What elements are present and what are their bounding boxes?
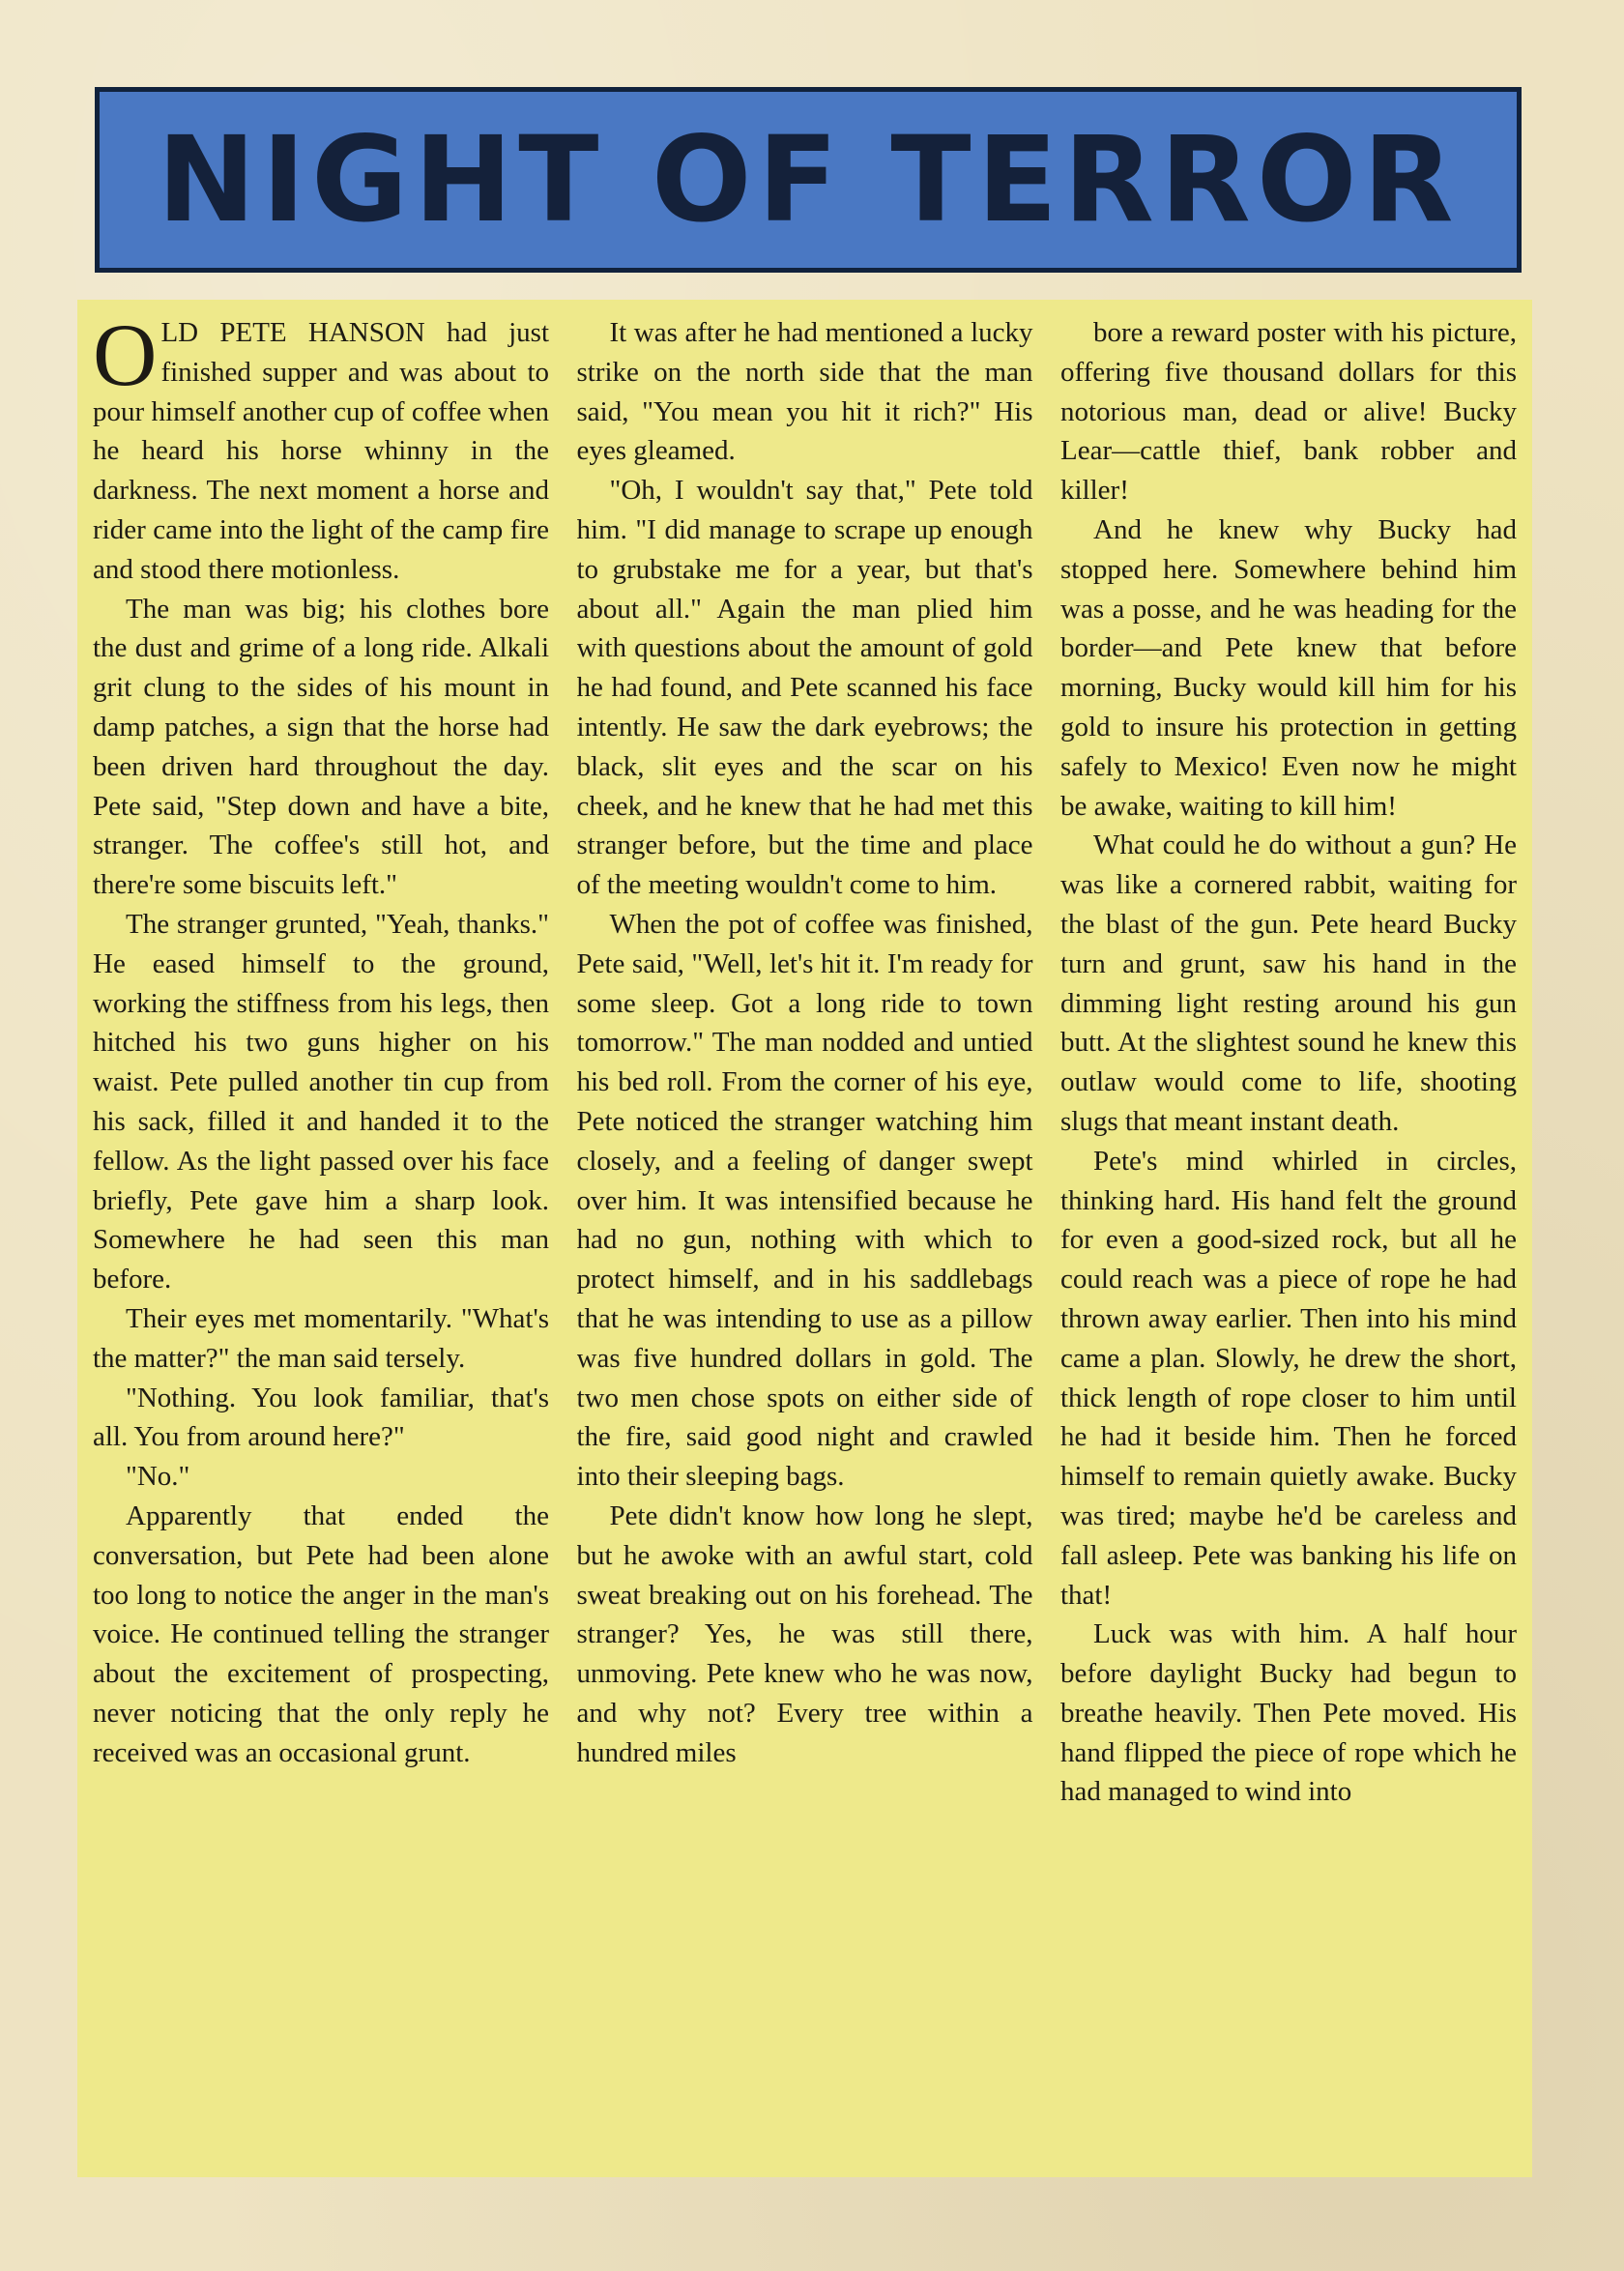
story-title: NIGHT OF TERROR (157, 111, 1460, 248)
paragraph: Their eyes met momentarily. "What's the matter?" the man said tersely. (93, 1302, 549, 1374)
paragraph: "No." (126, 1461, 190, 1493)
drop-cap: O (93, 313, 158, 404)
paragraph: "Nothing. You look familiar, that's all. You from around here?" (93, 1382, 549, 1453)
text-column-1 (93, 313, 549, 2177)
text-column-2 (577, 313, 1033, 2177)
paragraph: When the pot of coffee was finished, Pete said, "Well, let's hit it. I'm ready for some sleep. Got a long ride to town tomorrow." The man nodded and untied his bed roll. From the corner of his eye, Pete noticed the stranger watching him closely, and a feeling of danger swept over him. It was intensified because he had no gun, nothing with which to protect himself, and in his saddlebags that he was intending to use as a pillow was five hundred dollars in gold. The two men chose spots on either side of the fire, said good night and crawled into their sleeping bags. (576, 908, 1033, 1493)
story-body (77, 300, 1532, 2177)
paragraph (93, 313, 549, 590)
paragraph: Luck was with him. A half hour before daylight Bucky had begun to breathe heavily. Then Pete moved. His hand flipped the piece of rope which he had managed to wind into (1060, 1618, 1517, 1808)
paragraph: And he knew why Bucky had stopped here. Somewhere behind him was a posse, and he was heading for the border—and Pete knew that before morning, Bucky would kill him for his gold to insure his protection in getting safely to Mexico! Even now he might be awake, waiting to kill him! (1060, 513, 1517, 822)
paragraph-text: LD PETE HANSON had just finished supper and was about to pour himself another cup of coffee when he heard his horse whinny in the darkness. The next moment a horse and rider came into the light of the camp fire and stood there motionless. (93, 317, 549, 585)
paragraph: The man was big; his clothes bore the dust and grime of a long ride. Alkali grit clung to the sides of his mount in damp patches, a sign that the horse had been driven hard throughout the day. Pete said, "Step down and have a bite, stranger. The coffee's still hot, and there're some biscuits left." (93, 593, 549, 901)
paragraph: The stranger grunted, "Yeah, thanks." He eased himself to the ground, working the stiffness from his legs, then hitched his two guns higher on his waist. Pete pulled another tin cup from his sack, filled it and handed it to the fellow. As the light passed over his face briefly, Pete gave him a sharp look. Somewhere he had seen this man before. (93, 908, 549, 1296)
paragraph: bore a reward poster with his picture, offering five thousand dollars for this notorious man, dead or alive! Bucky Lear—cattle thief, bank robber and killer! (1060, 317, 1517, 507)
paragraph: What could he do without a gun? He was like a cornered rabbit, waiting for the blast of the gun. Pete heard Bucky turn and grunt, saw his hand in the dimming light resting around his gun butt. At the slightest sound he knew this outlaw would come to life, shooting slugs that meant instant death. (1060, 830, 1517, 1137)
paragraph: Apparently that ended the conversation, but Pete had been alone too long to notice the anger in the man's voice. He continued telling the stranger about the excitement of prospecting, never noticing that the only reply he received was an occasional grunt. (93, 1499, 549, 1768)
text-column-3 (1060, 313, 1517, 2177)
paragraph: Pete didn't know how long he slept, but he awoke with an awful start, cold sweat breaking out on his forehead. The stranger? Yes, he was still there, unmoving. Pete knew who he was now, and why not? Every tree within a hundred miles (576, 1499, 1033, 1768)
title-banner (95, 87, 1522, 273)
paragraph: "Oh, I wouldn't say that," Pete told him. "I did manage to scrape up enough to grubstake me for a year, but that's about all." Again the man plied him with questions about the amount of gold he had found, and Pete scanned his face intently. He saw the dark eyebrows; the black, slit eyes and the scar on his cheek, and he knew that he had met this stranger before, but the time and place of the meeting wouldn't come to him. (576, 475, 1033, 901)
paragraph: It was after he had mentioned a lucky strike on the north side that the man said, "You mean you hit it rich?" His eyes gleamed. (576, 317, 1033, 467)
paragraph: Pete's mind whirled in circles, thinking hard. His hand felt the ground for even a good-sized rock, but all he could reach was a piece of rope he had thrown away earlier. Then into his mind came a plan. Slowly, he drew the short, thick length of rope closer to him until he had it beside him. Then he forced himself to remain quietly awake. Bucky was tired; maybe he'd be careless and fall asleep. Pete was banking his life on that! (1060, 1145, 1517, 1611)
